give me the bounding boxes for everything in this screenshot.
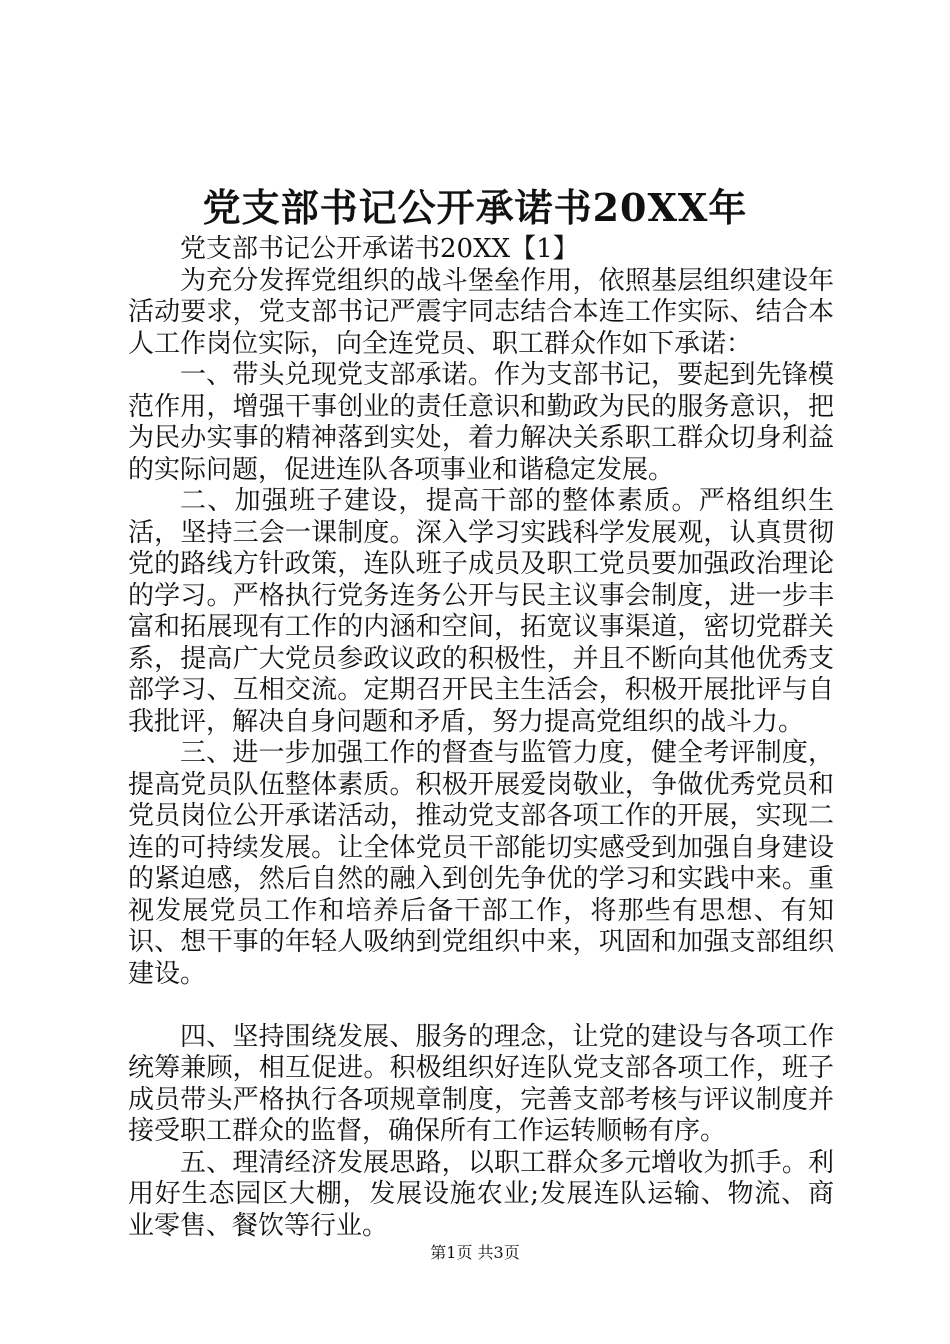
document-title: 党支部书记公开承诺书20XX年 (202, 185, 748, 230)
paragraph-item-4: 四、坚持围绕发展、服务的理念，让党的建设与各项工作统筹兼顾，相互促进。积极组织好连队党支部各项工作，班子成员带头严格执行各项规章制度，完善支部考核与评议制度并接受职工群众的监督，确保所有工作运转顺畅有序。 (128, 1021, 834, 1146)
paragraph-item-3: 三、进一步加强工作的督查与监管力度，健全考评制度，提高党员队伍整体素质。积极开展爱岗敬业，争做优秀党员和党员岗位公开承诺活动，推动党支部各项工作的开展，实现二连的可持续发展。让全体党员干部能切实感受到加强自身建设的紧迫感，然后自然的融入到创先争优的学习和实践中来。重视发展党员工作和培养后备干部工作，将那些有思想、有知识、想干事的年轻人吸纳到党组织中来，巩固和加强支部组织建设。 (128, 738, 834, 989)
document-body (128, 234, 834, 1242)
paragraph-item-1: 一、带头兑现党支部承诺。作为支部书记，要起到先锋模范作用，增强干事创业的责任意识和勤政为民的服务意识，把为民办实事的精神落到实处，着力解决关系职工群众切身利益的实际问题，促进连队各项事业和谐稳定发展。 (128, 360, 834, 485)
document-subtitle: 党支部书记公开承诺书20XX【1】 (180, 234, 579, 264)
paragraph-item-5: 五、理清经济发展思路，以职工群众多元增收为抓手。利用好生态园区大棚，发展设施农业;发展连队运输、物流、商业零售、餐饮等行业。 (128, 1147, 834, 1241)
page-number-footer: 第1页 共3页 (430, 1243, 520, 1262)
paragraph-intro: 为充分发挥党组织的战斗堡垒作用，依照基层组织建设年活动要求，党支部书记严震宇同志结合本连工作实际、结合本人工作岗位实际，向全连党员、职工群众作如下承诺： (128, 265, 834, 359)
paragraph-item-2: 二、加强班子建设，提高干部的整体素质。严格组织生活，坚持三会一课制度。深入学习实践科学发展观，认真贯彻党的路线方针政策，连队班子成员及职工党员要加强政治理论的学习。严格执行党务连务公开与民主议事会制度，进一步丰富和拓展现有工作的内涵和空间，拓宽议事渠道，密切党群关系，提高广大党员参政议政的积极性，并且不断向其他优秀支部学习、互相交流。定期召开民主生活会，积极开展批评与自我批评，解决自身问题和矛盾，努力提高党组织的战斗力。 (128, 486, 834, 737)
